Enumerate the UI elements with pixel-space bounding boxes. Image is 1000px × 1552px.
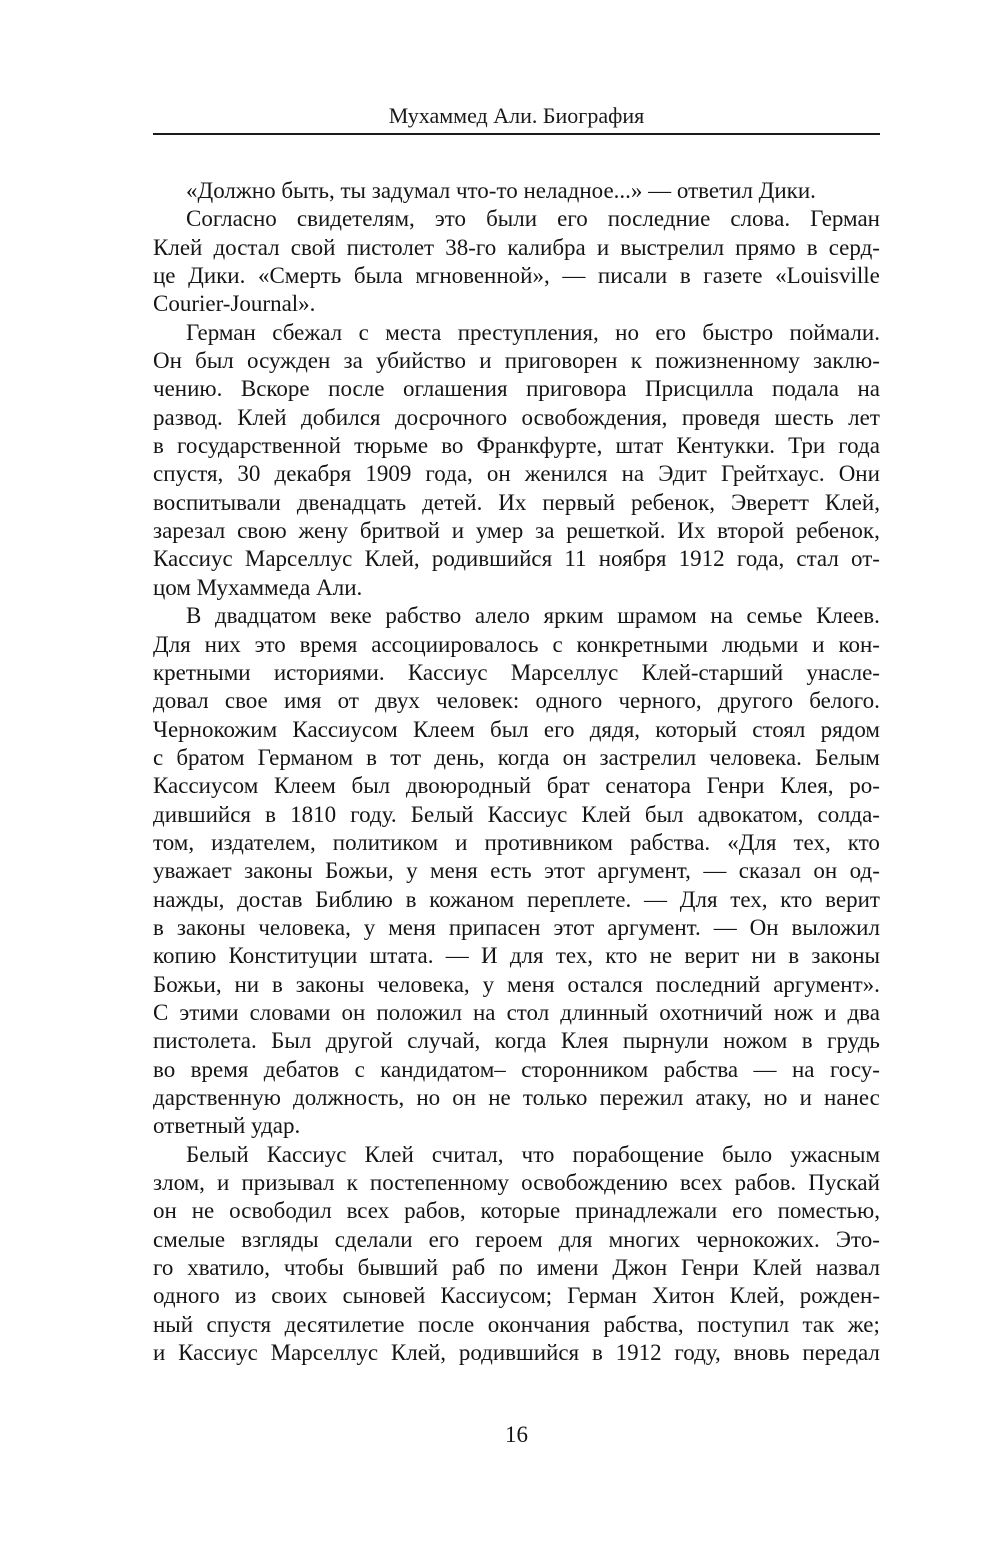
text-line: пистолета. Был другой случай, когда Клея пырнули ножом в грудь: [153, 1028, 880, 1054]
text-line: Он был осужден за убийство и приговорен к пожизненному заклю-: [153, 348, 880, 374]
text-line: одного из своих сыновей Кассиусом; Герман Хитон Клей, рожден-: [153, 1283, 880, 1309]
text-line: нажды, достав Библию в кожаном переплете. — Для тех, кто верит: [153, 886, 880, 912]
text-line: «Должно быть, ты задумал что-то неладное...» — ответил Дики.: [186, 178, 816, 203]
text-line: Клей достал свой пистолет 38-го калибра и выстрелил прямо в серд-: [153, 234, 880, 260]
text-line: Для них это время ассоциировалось с конкретными людьми и кон-: [153, 631, 880, 657]
text-line: во время дебатов с кандидатом– сторонником рабства — на госу-: [153, 1056, 880, 1082]
body-text: [153, 177, 880, 1367]
text-line: Чернокожим Кассиусом Клеем был его дядя, который стоял рядом: [153, 716, 880, 742]
text-line: Кассиус Марселлус Клей, родившийся 11 ноября 1912 года, стал от-: [153, 546, 880, 572]
text-line: зарезал свою жену бритвой и умер за решеткой. Их второй ребенок,: [153, 518, 880, 544]
text-line: он не освободил всех рабов, которые принадлежали его поместью,: [153, 1198, 880, 1224]
text-line: Белый Кассиус Клей считал, что порабощение было ужасным: [186, 1141, 880, 1167]
running-head: Мухаммед Али. Биография: [388, 103, 645, 128]
text-line: ответный удар.: [153, 1113, 301, 1139]
text-line: чению. Вскоре после оглашения приговора Присцилла подала на: [153, 376, 880, 402]
text-line: кретными историями. Кассиус Марселлус Клей-старший унасле-: [153, 659, 880, 685]
text-line: спустя, 30 декабря 1909 года, он женился на Эдит Грейтхаус. Они: [153, 461, 880, 487]
text-line: дарственную должность, но он не только пережил атаку, но и нанес: [153, 1085, 880, 1110]
text-line: ный спустя десятилетие после окончания рабства, поступил так же;: [153, 1311, 880, 1337]
text-line: с братом Германом в тот день, когда он застрелил человека. Белым: [153, 744, 880, 770]
text-line: довал свое имя от двух человек: одного черного, другого белого.: [153, 688, 880, 714]
text-line: и Кассиус Марселлус Клей, родившийся в 1912 году, вновь передал: [153, 1340, 880, 1366]
text-line: Божьи, ни в законы человека, у меня остался последний аргумент».: [153, 971, 880, 997]
text-line: цом Мухаммеда Али.: [153, 574, 363, 600]
text-line: уважает законы Божьи, у меня есть этот аргумент, — сказал он од-: [153, 858, 880, 884]
text-line: копию Конституции штата. — И для тех, кто не верит ни в законы: [153, 943, 880, 969]
text-line: Герман сбежал с места преступления, но его быстро поймали.: [186, 319, 880, 345]
text-line: воспитывали двенадцать детей. Их первый ребенок, Эверетт Клей,: [153, 489, 880, 515]
text-line: Согласно свидетелям, это были его последние слова. Герман: [186, 206, 880, 232]
text-line: В двадцатом веке рабство алело ярким шрамом на семье Клеев.: [186, 603, 880, 629]
text-line: Кассиусом Клеем был двоюродный брат сенатора Генри Клея, ро-: [153, 773, 880, 799]
text-line: развод. Клей добился досрочного освобождения, проведя шесть лет: [153, 404, 880, 430]
text-line: в законы человека, у меня припасен этот аргумент. — Он выложил: [153, 914, 880, 940]
text-line: смелые взгляды сделали его героем для многих чернокожих. Это-: [153, 1226, 880, 1252]
text-line: том, издателем, политиком и противником рабства. «Для тех, кто: [153, 829, 880, 855]
text-line: в государственной тюрьме во Франкфурте, штат Кентукки. Три года: [153, 433, 880, 459]
text-line: го хватило, чтобы бывший раб по имени Джон Генри Клей назвал: [153, 1255, 880, 1281]
text-line: злом, и призывал к постепенному освобождению всех рабов. Пускай: [153, 1170, 880, 1196]
header-rule: [153, 133, 880, 135]
text-line: Courier-Journal».: [153, 291, 316, 317]
text-line: С этими словами он положил на стол длинный охотничий нож и два: [153, 999, 880, 1025]
text-line: це Дики. «Смерть была мгновенной», — писали в газете «Louisville: [153, 263, 880, 289]
text-line: дившийся в 1810 году. Белый Кассиус Клей был адвокатом, солда-: [153, 801, 880, 827]
page-number: 16: [505, 1422, 528, 1447]
